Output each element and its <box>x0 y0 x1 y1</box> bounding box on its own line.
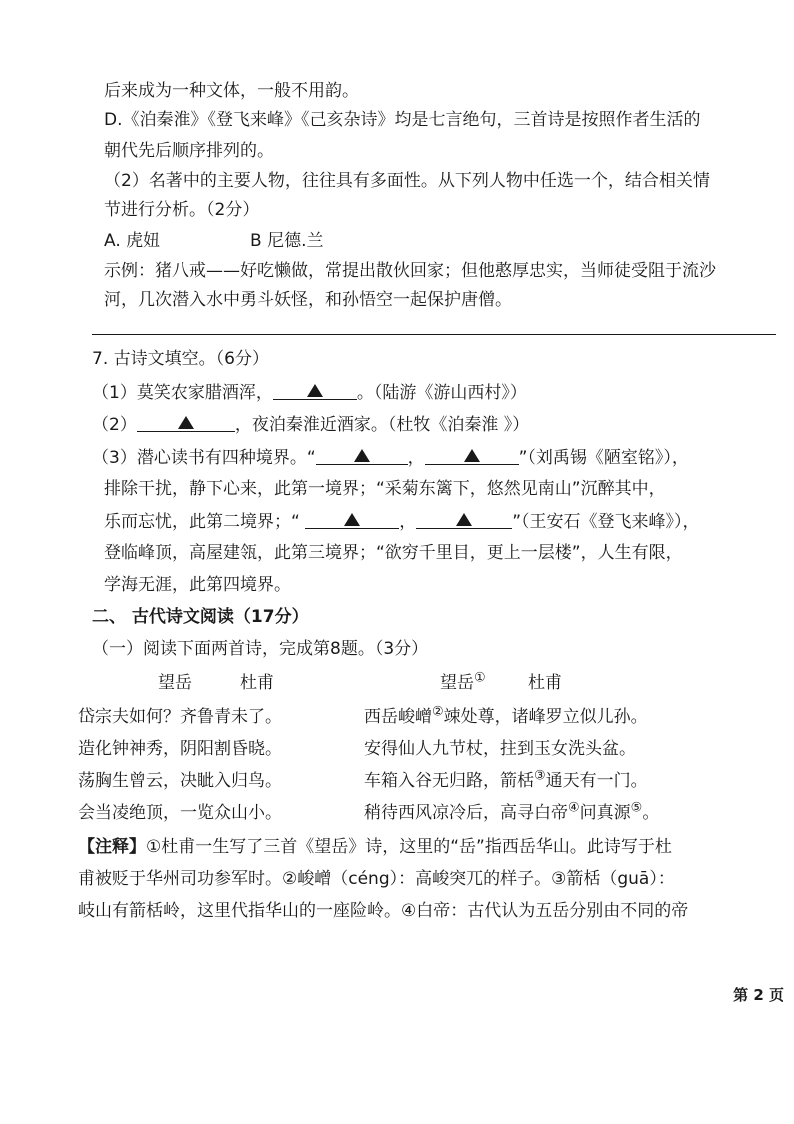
text-line: 登临峰顶，高屋建瓴，此第三境界；“欲穷千里目，更上一层楼”，人生有限， <box>104 543 683 563</box>
q7-item-2: （2） ，夜泊秦淮近酒家。（杜牧《泊秦淮 》） <box>92 415 530 435</box>
poem1-title: 望岳 <box>158 673 192 693</box>
text-line: D.《泊秦淮》《登飞来峰》《己亥杂诗》均是七言绝句，三首诗是按照作者生活的 <box>104 110 701 130</box>
poem2-title: 望岳① <box>440 670 486 693</box>
triangle-icon <box>456 513 472 526</box>
annotation-line: 【注释】①杜甫一生写了三首《望岳》诗，这里的“岳”指西岳华山。此诗写于杜 <box>78 837 672 857</box>
text-line: 排除干扰，静下心来，此第一境界；“采菊东篱下，悠然见南山”沉醉其中， <box>104 479 666 499</box>
poem2-line: 车箱入谷无归路，箭栝③通天有一门。 <box>364 768 648 791</box>
poem2-line: 西岳峻嶒②竦处尊，诸峰罗立似儿孙。 <box>364 704 648 727</box>
option-a: A. 虎妞 <box>104 231 161 251</box>
triangle-icon <box>307 384 323 397</box>
poem1-line: 岱宗夫如何？齐鲁青未了。 <box>78 707 282 727</box>
answer-blank[interactable] <box>273 381 357 400</box>
section-2-title: 二、 古代诗文阅读（17分） <box>92 607 309 627</box>
annotation-line: 甫被贬于华州司功参军时。②峻嶒（céng）：高峻突兀的样子。③箭栝（guā）： <box>78 869 675 889</box>
triangle-icon <box>344 513 360 526</box>
question-7-title: 7. 古诗文填空。（6分） <box>92 349 269 369</box>
poem1-author: 杜甫 <box>240 673 274 693</box>
q7-item-3: （3）潜心读书有四种境界。“ ， ”（刘禹锡《陋室铭》）， <box>92 448 689 468</box>
text-line: 朝代先后顺序排列的。 <box>104 141 274 161</box>
poem1-line: 会当凌绝顶，一览众山小。 <box>78 803 282 823</box>
poem1-line: 荡胸生曾云，决眦入归鸟。 <box>78 771 282 791</box>
poem2-line: 稍待西风凉冷后，高寻白帝④问真源⑤。 <box>364 800 660 823</box>
example-line: 河，几次潜入水中勇斗妖怪，和孙悟空一起保护唐僧。 <box>104 290 512 310</box>
section-2-sub: （一）阅读下面两首诗，完成第8题。（3分） <box>92 639 429 659</box>
option-b: B 尼德.兰 <box>250 231 324 251</box>
annotation-line: 岐山有箭栝岭，这里代指华山的一座险岭。④白帝：古代认为五岳分别由不同的帝 <box>78 901 689 921</box>
text-line: 后来成为一种文体，一般不用韵。 <box>104 81 359 101</box>
poem2-line: 安得仙人九节杖，拄到玉女洗头盆。 <box>364 739 636 759</box>
answer-blank[interactable] <box>416 510 512 529</box>
divider <box>92 334 776 335</box>
q7-item-1: （1）莫笑农家腊酒浑， 。（陆游《游山西村》） <box>92 383 527 403</box>
poem1-line: 造化钟神秀，阴阳割昏晓。 <box>78 739 282 759</box>
answer-blank[interactable] <box>316 446 408 465</box>
text-line: 乐而忘忧，此第二境界；“ ， ”（王安石《登飞来峰》）， <box>104 512 700 532</box>
text-line: 学海无涯，此第四境界。 <box>104 575 291 595</box>
answer-blank[interactable] <box>305 510 399 529</box>
page-number: 第 2 页 <box>733 986 784 1004</box>
text-line: 节进行分析。（2分） <box>104 200 260 220</box>
poem2-author: 杜甫 <box>528 673 562 693</box>
triangle-icon <box>464 449 480 462</box>
example-line: 示例：猪八戒——好吃懒做，常提出散伙回家；但他憨厚忠实，当师徒受阻于流沙 <box>104 261 716 281</box>
answer-blank[interactable] <box>137 413 235 432</box>
answer-blank[interactable] <box>425 446 519 465</box>
triangle-icon <box>178 416 194 429</box>
triangle-icon <box>354 449 370 462</box>
text-line: （2）名著中的主要人物，往往具有多面性。从下列人物中任选一个，结合相关情 <box>104 171 710 191</box>
